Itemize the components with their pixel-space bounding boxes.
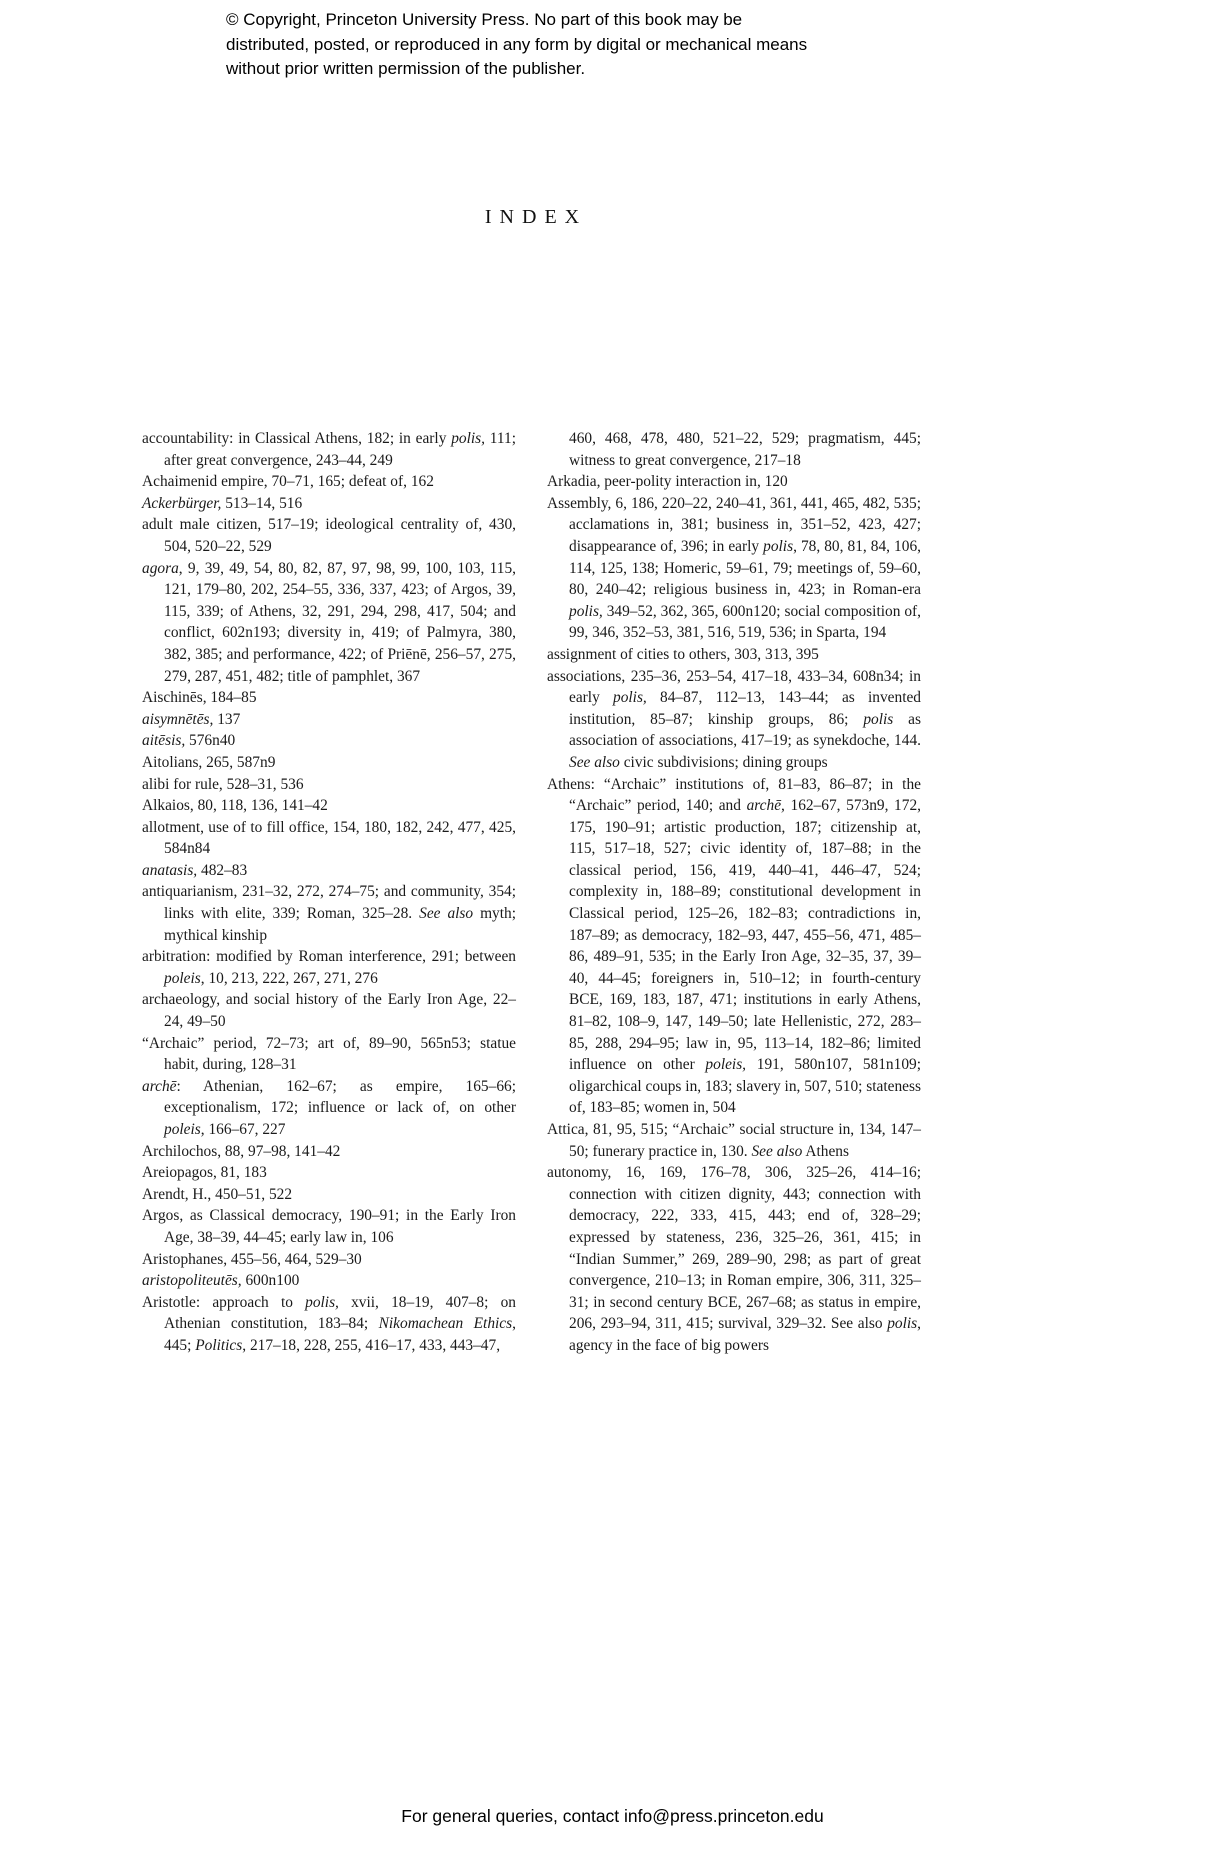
footer-contact-text: For general queries, contact xyxy=(401,1806,625,1826)
index-entry: Areiopagos, 81, 183 xyxy=(142,1164,267,1182)
index-entry: Assembly, 6, 186, 220–22, 240–41, 361, 441, 465, 482, 535; acclamations in, 381; business in, 351–52, 423, 427; disappearance of, 396; in early polis, 78, 80, 81, 84, 106, 114, 125, 138; Homeric, 59–61, 79; meetings of, 59–60, 80, 240–42; religious business in, 423; in Roman-era polis, 349–52, 362, 365, 600n120; social composition of, 99, 346, 352–53, 381, 516, 519, 536; in Sparta, 194 xyxy=(547,494,921,642)
index-entry: Athens: “Archaic” institutions of, 81–83, 86–87; in the “Archaic” period, 140; and archē, 162–67, 573n9, 172, 175, 190–91; artistic production, 187; citizenship at, 115, 517–18, 527; civic identity of, 187–88; in the classical period, 156, 419, 440–41, 446–47, 524; complexity in, 188–89; constitutional development in Classical period, 125–26, 182–83; contradictions in, 187–89; as democracy, 182–93, 447, 455–56, 471, 485–86, 489–91, 535; in the Early Iron Age, 32–35, 37, 39–40, 44–45; foreigners in, 510–12; in fourth-century BCE, 169, 183, 187, 471; institutions in early Athens, 81–82, 108–9, 147, 149–50; late Hellenistic, 272, 283–85, 288, 294–95; law in, 95, 113–14, 182–86; limited influence on other poleis, 191, 580n107, 581n109; oligarchical coups in, 183; slavery in, 507, 510; stateness of, 183–85; women in, 504 xyxy=(547,775,921,1117)
index-entry: adult male citizen, 517–19; ideological centrality of, 430, 504, 520–22, 529 xyxy=(142,516,516,555)
index-entry: archē: Athenian, 162–67; as empire, 165–66; exceptionalism, 172; influence or lack of, on other poleis, 166–67, 227 xyxy=(142,1077,516,1138)
index-entry: alibi for rule, 528–31, 536 xyxy=(142,775,304,793)
index-entry: aristopoliteutēs, 600n100 xyxy=(142,1272,300,1290)
index-entry: Argos, as Classical democracy, 190–91; in the Early Iron Age, 38–39, 44–45; early law in, 106 xyxy=(142,1207,516,1246)
index-entry: accountability: in Classical Athens, 182; in early polis, 111; after great convergence, 243–44, 249 xyxy=(142,430,516,469)
index-entry: associations, 235–36, 253–54, 417–18, 433–34, 608n34; in early polis, 84–87, 112–13, 143–44; as invented institution, 85–87; kinship groups, 86; polis as association of associations, 417–19; as synekdoche, 144. See also civic subdivisions; dining groups xyxy=(547,667,921,771)
index-entry: Archilochos, 88, 97–98, 141–42 xyxy=(142,1142,341,1160)
index-entry: Arendt, H., 450–51, 522 xyxy=(142,1185,293,1203)
index-column-right xyxy=(547,428,921,1357)
index-entry: Arkadia, peer-polity interaction in, 120 xyxy=(547,473,788,491)
contact-email-link[interactable]: info@press.princeton.edu xyxy=(624,1806,824,1826)
index-entry: Aitolians, 265, 587n9 xyxy=(142,753,276,771)
index-entry-continuation: 460, 468, 478, 480, 521–22, 529; pragmatism, 445; witness to great convergence, 217–18 xyxy=(569,430,921,469)
page-title: INDEX xyxy=(484,206,588,228)
index-entry: Alkaios, 80, 118, 136, 141–42 xyxy=(142,797,328,815)
footer-contact xyxy=(0,1806,1225,1827)
index-entry: aisymnētēs, 137 xyxy=(142,710,241,728)
index-entry: autonomy, 16, 169, 176–78, 306, 325–26, 414–16; connection with citizen dignity, 443; connection with democracy, 222, 333, 415, 443; end of, 328–29; expressed by stateness, 236, 325–26, 361, 415; in “Indian Summer,” 269, 289–90, 298; as part of great convergence, 210–13; in Roman empire, 306, 311, 325–31; in second century BCE, 267–68; as status in empire, 206, 293–94, 311, 415; survival, 329–32. See also polis, agency in the face of big powers xyxy=(547,1164,921,1354)
index-entry: Ackerbürger, 513–14, 516 xyxy=(142,494,303,512)
index-entry: “Archaic” period, 72–73; art of, 89–90, 565n53; statue habit, during, 128–31 xyxy=(142,1034,516,1074)
index-entry: antiquarianism, 231–32, 272, 274–75; and community, 354; links with elite, 339; Roman, 325–28. See also myth; mythical kinship xyxy=(142,883,516,944)
index-entry: anatasis, 482–83 xyxy=(142,861,248,879)
index-columns xyxy=(142,428,921,1357)
index-column-left xyxy=(142,428,516,1357)
index-entry: Achaimenid empire, 70–71, 165; defeat of, 162 xyxy=(142,473,434,491)
index-entry: allotment, use of to fill office, 154, 180, 182, 242, 477, 425, 584n84 xyxy=(142,818,516,858)
index-entry: aitēsis, 576n40 xyxy=(142,732,236,750)
index-entry: assignment of cities to others, 303, 313, 395 xyxy=(547,645,819,663)
index-entry: agora, 9, 39, 49, 54, 80, 82, 87, 97, 98, 99, 100, 103, 115, 121, 179–80, 202, 254–55, 336, 337, 423; of Argos, 39, 115, 339; of Athens, 32, 291, 294, 298, 417, 504; and conflict, 602n193; diversity in, 419; of Palmyra, 380, 382, 385; and performance, 422; of Priēnē, 256–57, 275, 279, 287, 451, 482; title of pamphlet, 367 xyxy=(142,559,516,685)
index-entry: Aischinēs, 184–85 xyxy=(142,689,257,707)
index-entry: archaeology, and social history of the Early Iron Age, 22–24, 49–50 xyxy=(142,991,516,1031)
index-entry: Aristophanes, 455–56, 464, 529–30 xyxy=(142,1250,362,1268)
index-entry: Aristotle: approach to polis, xvii, 18–19, 407–8; on Athenian constitution, 183–84; Nikomachean Ethics, 445; Politics, 217–18, 228, 255, 416–17, 433, 443–47, xyxy=(142,1293,516,1354)
index-entry: arbitration: modified by Roman interference, 291; between poleis, 10, 213, 222, 267, 271, 276 xyxy=(142,948,516,987)
copyright-notice: © Copyright, Princeton University Press. No part of this book may be distributed, posted, or reproduced in any form by digital or mechanical means without prior written permission of the publisher. xyxy=(226,10,808,78)
index-entry: Attica, 81, 95, 515; “Archaic” social structure in, 134, 147–50; funerary practice in, 130. See also Athens xyxy=(547,1121,921,1160)
